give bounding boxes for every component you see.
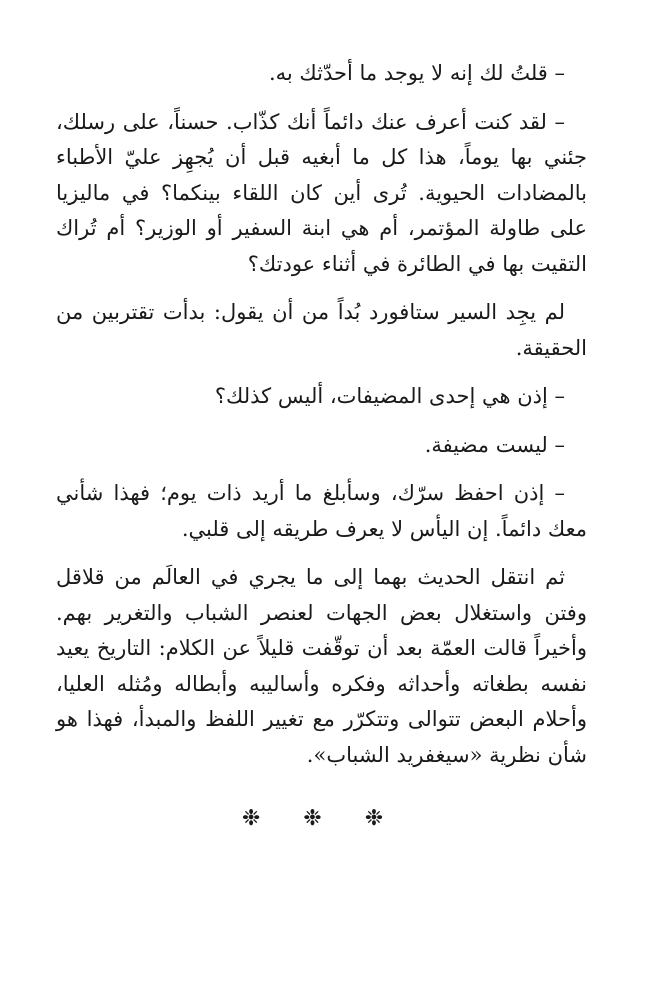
narration-paragraph-2: ثم انتقل الحديث بهما إلى ما يجري في العالَم من قلاقل وفتن واستغلال بعض الجهات لعنصر الشباب والتغرير بهم. وأخيراً قالت العمّة بعد أن توقّفت قليلاً عن الكلام: التاريخ يعيد نفسه بطغاته وأحداثه وفكره وأساليبه وأبطاله ومُثله العليا، وأحلام البعض تتوالى وتتكرّر مع تغيير اللفظ والمبدأ، فهذا هو شأن نظرية «سيغفريد الشباب». — [56, 565, 587, 767]
section-break-ornament: ❉ ❉ ❉ — [241, 806, 402, 831]
page-body — [56, 56, 587, 837]
dialogue-line-2: – لقد كنت أعرف عنك دائماً أنك كذّاب. حسناً، على رسلك، جئني بها يوماً، هذا كل ما أبغيه قبل أن يُجهِز عليّ الأطباء بالمضادات الحيوية. تُرى أين كان اللقاء بينكما؟ في ماليزيا على طاولة المؤتمر، أم هي ابنة السفير أو الوزير؟ أم تُراك التقيت بها في الطائرة في أثناء عودتك؟ — [56, 109, 587, 276]
dialogue-line-3: – إذن هي إحدى المضيفات، أليس كذلك؟ — [214, 384, 565, 408]
narration-paragraph-1: لم يجِد السير ستافورد بُداً من أن يقول: بدأت تقتربين من الحقيقة. — [56, 300, 587, 360]
dialogue-line-4: – ليست مضيفة. — [424, 432, 565, 457]
dialogue-line-5: – إذن احفظ سرّك، وسأبلغ ما أريد ذات يوم؛ فهذا شأني معك دائماً. إن اليأس لا يعرف طريقه إلى قلبي. — [56, 481, 587, 541]
dialogue-line-1: – قلتُ لك إنه لا يوجد ما أحدّثك به. — [268, 61, 565, 85]
